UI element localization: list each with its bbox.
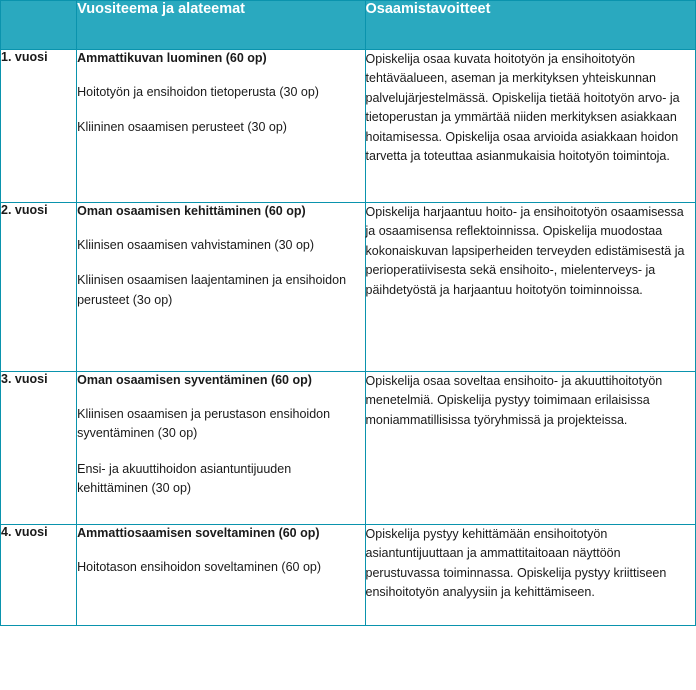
goals-text: Opiskelija osaa soveltaa ensihoito- ja akuuttihoitotyön menetelmiä. Opiskelija pystyy toimimaan erilaisissa moniammatillisissa työryhmissä ja projekteissa.	[365, 374, 663, 427]
theme-title: Oman osaamisen syventäminen (60 op)	[77, 373, 312, 387]
theme-title: Ammattiosaamisen soveltaminen (60 op)	[77, 526, 320, 540]
row-year-label: 3. vuosi	[1, 372, 77, 525]
goals-text: Opiskelija pystyy kehittämään ensihoitotyön asiantuntijuuttaan ja ammattitaitoaan näyttöön perustuvassa toiminnassa. Opiskelija pystyy kriittiseen ensihoitotyön analyysiin ja kehittämiseen.	[365, 527, 667, 600]
row-goals-cell	[365, 525, 695, 626]
subtheme-item: Kliinisen osaamisen laajentaminen ja ensihoidon perusteet (3o op)	[77, 273, 347, 307]
column-header-theme: Vuositeema ja alateemat	[77, 1, 365, 50]
subtheme-item: Hoitotyön ja ensihoidon tietoperusta (30 op)	[77, 84, 319, 99]
column-header-year	[1, 1, 77, 50]
row-year-label: 1. vuosi	[1, 50, 77, 203]
subtheme-item: Kliininen osaamisen perusteet (30 op)	[77, 120, 287, 135]
column-header-goals: Osaamistavoitteet	[365, 1, 695, 50]
subtheme-item: Kliinisen osaamisen ja perustason ensihoidon syventäminen (30 op)	[77, 406, 331, 441]
row-theme-cell	[77, 525, 365, 626]
row-theme-cell	[77, 203, 365, 372]
goals-text: Opiskelija harjaantuu hoito- ja ensihoitotyön osaamisessa ja osaamisensa reflektoinnissa. Opiskelija muodostaa kokonaiskuvan lapsiperheiden terveyden edistämisestä ja perioperatiivisesta sekä ensihoito-, mielenterveys- ja päihdetyöstä ja harjaantuu hoitotyön toiminnoissa.	[365, 205, 685, 297]
subtheme-item: Hoitotason ensihoidon soveltaminen (60 op)	[77, 559, 322, 574]
row-year-label: 2. vuosi	[1, 203, 77, 372]
row-goals-cell	[365, 203, 695, 372]
subtheme-item: Kliinisen osaamisen vahvistaminen (30 op)	[77, 237, 315, 252]
table-header	[1, 1, 696, 50]
theme-title: Ammattikuvan luominen (60 op)	[77, 51, 267, 65]
row-goals-cell	[365, 372, 695, 525]
theme-title: Oman osaamisen kehittäminen (60 op)	[77, 204, 306, 218]
table-row	[1, 50, 696, 203]
subtheme-item: Ensi- ja akuuttihoidon asiantuntijuuden kehittäminen (30 op)	[77, 461, 292, 495]
table-row	[1, 203, 696, 372]
table-row	[1, 525, 696, 626]
goals-text: Opiskelija osaa kuvata hoitotyön ja ensihoitotyön tehtäväalueen, aseman ja merkityksen yhteiskunnan palvelujärjestelmässä. Opiskelija tietää hoitotyön arvo- ja tietoperustan ja ymmärtää niiden merkityksen asiakkaan hoitamisessa. Opiskelija osaa arvioida asiakkaan hoidon tarvetta ja toteuttaa asianmukaisia hoitotyön toimintoja.	[365, 52, 680, 163]
row-theme-cell	[77, 372, 365, 525]
row-year-label: 4. vuosi	[1, 525, 77, 626]
row-goals-cell	[365, 50, 695, 203]
table-body	[1, 50, 696, 626]
row-theme-cell	[77, 50, 365, 203]
table-header-row	[1, 1, 696, 50]
table-row	[1, 372, 696, 525]
